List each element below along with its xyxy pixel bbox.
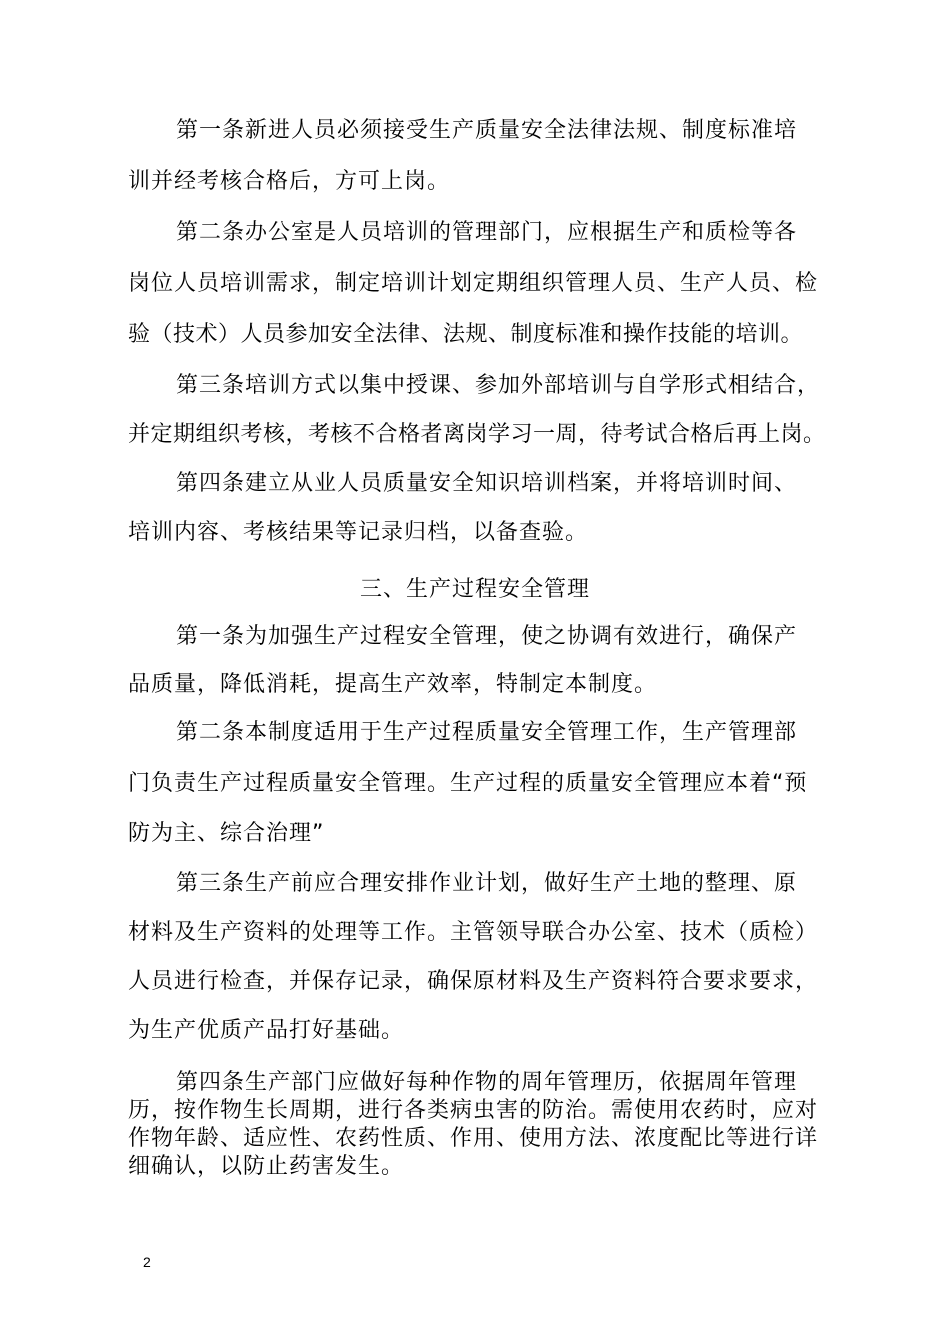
- s3-art3-line2: 材料及生产资料的处理等工作。主管领导联合办公室、技术（质检）: [128, 920, 819, 945]
- s3-art1-line1: 第一条为加强生产过程安全管理，使之协调有效进行，确保产: [176, 624, 798, 649]
- s3-art3-line4: 为生产优质产品打好基础。: [128, 1018, 405, 1043]
- s2-art1-line2: 训并经考核合格后，方可上岗。: [128, 169, 451, 194]
- s2-art2-line2: 岗位人员培训需求，制定培训计划定期组织管理人员、生产人员、检: [128, 271, 819, 296]
- s2-art3-line2: 并定期组织考核，考核不合格者离岗学习一周，待考试合格后再上岗。: [128, 422, 826, 447]
- s3-art3-line3: 人员进行检查，并保存记录，确保原材料及生产资料符合要求要求，: [128, 969, 819, 994]
- s3-art4-line4: 细确认，以防止药害发生。: [128, 1154, 405, 1179]
- s3-art4-line1: 第四条生产部门应做好每种作物的周年管理历，依据周年管理: [176, 1070, 798, 1095]
- s2-art3-line1: 第三条培训方式以集中授课、参加外部培训与自学形式相结合，: [176, 373, 821, 398]
- s3-art2-line1: 第二条本制度适用于生产过程质量安全管理工作，生产管理部: [176, 720, 798, 745]
- page-number: 2: [143, 1254, 151, 1270]
- s2-art1-line1: 第一条新进人员必须接受生产质量安全法律法规、制度标准培: [176, 118, 798, 143]
- s2-art2-line1: 第二条办公室是人员培训的管理部门，应根据生产和质检等各: [176, 220, 798, 245]
- s2-art2-line3: 验（技术）人员参加安全法律、法规、制度标准和操作技能的培训。: [128, 322, 804, 347]
- s3-art1-line2: 品质量，降低消耗，提高生产效率，特制定本制度。: [128, 672, 658, 697]
- s3-art2-line2: 门负责生产过程质量安全管理。生产过程的质量安全管理应本着“预: [128, 771, 808, 796]
- s3-art3-line1: 第三条生产前应合理安排作业计划，做好生产土地的整理、原: [176, 871, 798, 896]
- s3-art4-line3: 作物年龄、适应性、农药性质、作用、使用方法、浓度配比等进行详: [128, 1126, 819, 1151]
- s3-art2-line3: 防为主、综合治理”: [128, 821, 325, 846]
- s3-art4-line2: 历，按作物生长周期，进行各类病虫害的防治。需使用农药时，应对: [128, 1098, 819, 1123]
- section-heading: 三、生产过程安全管理: [359, 577, 590, 602]
- s2-art4-line1: 第四条建立从业人员质量安全知识培训档案，并将培训时间、: [176, 471, 798, 496]
- s2-art4-line2: 培训内容、考核结果等记录归档，以备查验。: [128, 520, 589, 545]
